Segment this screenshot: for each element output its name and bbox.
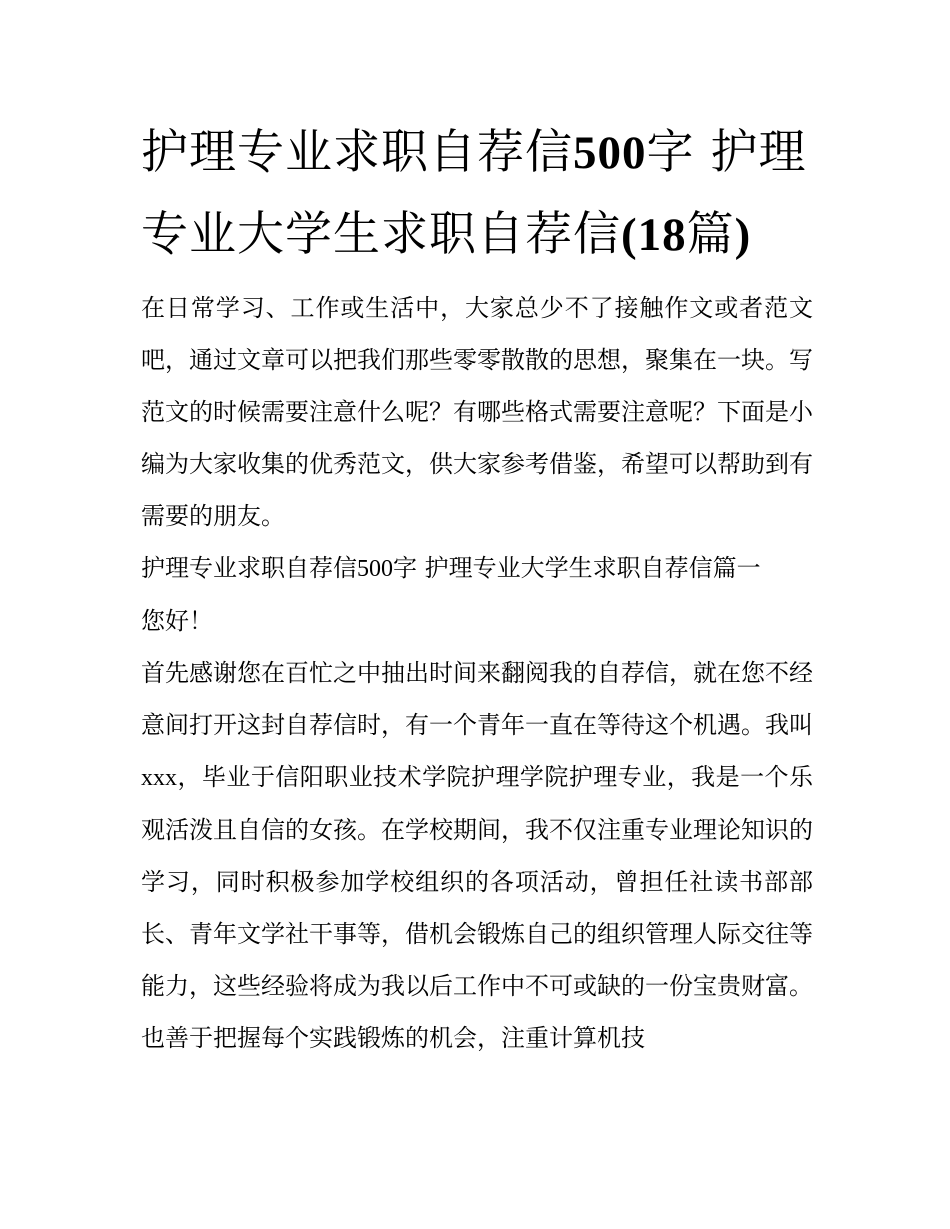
document-title: 护理专业求职自荐信500字 护理专业大学生求职自荐信(18篇) bbox=[141, 125, 807, 262]
section-heading: 护理专业求职自荐信500字 护理专业大学生求职自荐信篇一 bbox=[141, 554, 761, 582]
document-page bbox=[141, 112, 813, 1064]
greeting: 您好！ bbox=[141, 607, 213, 635]
body-paragraph: 首先感谢您在百忙之中抽出时间来翻阅我的自荐信，就在您不经意间打开这封自荐信时，有一个青年一直在等待这个机遇。我叫xxx，毕业于信阳职业技术学院护理学院护理专业，我是一个乐观活泼且自信的女孩。在学校期间，我不仅注重专业理论知识的学习，同时积极参加学校组织的各项活动，曾担任社读书部部长、青年文学社干事等，借机会锻炼自己的组织管理人际交往等能力，这些经验将成为我以后工作中不可或缺的一份宝贵财富。也善于把握每个实践锻炼的机会，注重计算机技 bbox=[141, 659, 813, 1052]
document-body bbox=[141, 282, 813, 1064]
intro-paragraph: 在日常学习、工作或生活中，大家总少不了接触作文或者范文吧，通过文章可以把我们那些零零散散的思想，聚集在一块。写范文的时候需要注意什么呢？有哪些格式需要注意呢？下面是小编为大家收集的优秀范文，供大家参考借鉴，希望可以帮助到有需要的朋友。 bbox=[141, 294, 813, 530]
